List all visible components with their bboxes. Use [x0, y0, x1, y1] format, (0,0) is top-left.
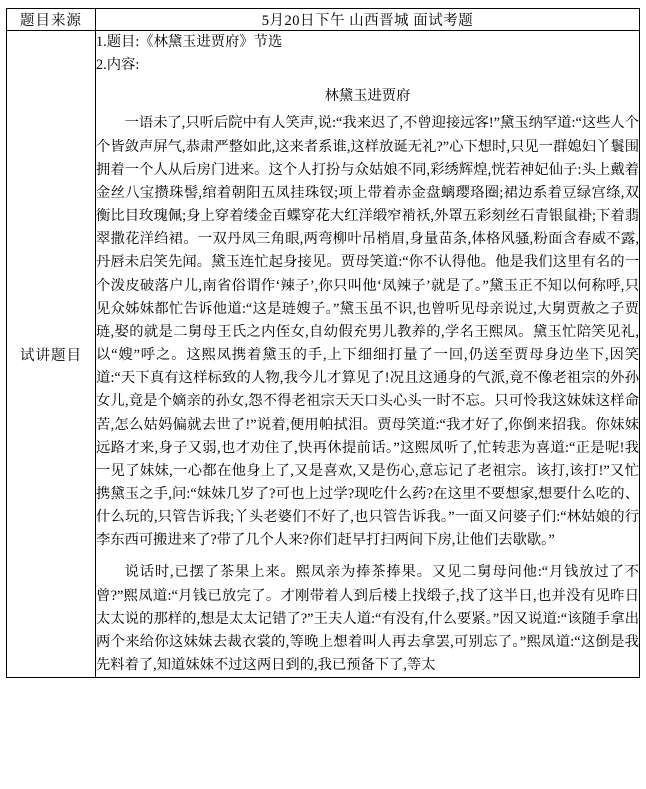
table-row	[7, 9, 640, 31]
lesson-topic-content	[96, 31, 640, 678]
passage-paragraph: 说话时,已摆了茶果上来。熙凤亲为捧茶捧果。又见二舅母问他:“月钱放过了不曾?”熙凤道:“月钱已放完了。才刚带着人到后楼上找缎子,找了这半日,也并没有见昨日太太说的那样的,想是太太记错了?”王夫人道:“有没有,什么要紧。”因又说道:“该随手拿出两个来给你这妹妹去裁衣裳的,等晚上想着叫人再去拿罢,可别忘了。”熙凤道:“这倒是我先料着了,知道妹妹不过这两日到的,我已预备下了,等太	[96, 564, 639, 674]
paragraph-spacer	[96, 552, 639, 561]
table-row	[7, 31, 640, 678]
passage-paragraph: 一语未了,只听后院中有人笑声,说:“我来迟了,不曾迎接远客!”黛玉纳罕道:“这些人个个皆敛声屏气,恭肃严整如此,这来者系谁,这样放诞无礼?”心下想时,只见一群媳妇丫鬟围拥着一个人从后房门进来。这个人打扮与众姑娘不同,彩绣辉煌,恍若神妃仙子:头上戴着金丝八宝攒珠髻,绾着朝阳五凤挂珠钗;项上带着赤金盘螭璎珞圈;裙边系着豆绿宫绦,双衡比目玫瑰佩;身上穿着缕金百蝶穿花大红洋缎窄褃袄,外罩五彩刻丝石青银鼠褂;下着翡翠撒花洋绉裙。一双丹凤三角眼,两弯柳叶吊梢眉,身量苗条,体格风骚,粉面含春威不露,丹唇未启笑先闻。黛玉连忙起身接见。贾母笑道:“你不认得他。他是我们这里有名的一个泼皮破落户儿,南省俗谓作‘辣子’,你只叫他‘凤辣子’就是了。”黛玉正不知以何称呼,只见众姊妹都忙告诉他道:“这是琏嫂子。”黛玉虽不识,也曾听见母亲说过,大舅贾赦之子贾琏,娶的就是二舅母王氏之内侄女,自幼假充男儿教养的,学名王熙凤。黛玉忙陪笑见礼,以“嫂”呼之。这熙凤携着黛玉的手,上下细细打量了一回,仍送至贾母身边坐下,因笑道:“天下真有这样标致的人物,我今儿才算见了!况且这通身的气派,竟不像老祖宗的外孙女儿,竟是个嫡亲的孙女,怨不得老祖宗天天口头心头一时不忘。只可怜我这妹妹这样命苦,怎么姑妈偏就去世了!”说着,便用帕拭泪。贾母笑道:“我才好了,你倒来招我。你妹妹远路才来,身子又弱,也才劝住了,快再休提前话。”这熙凤听了,忙转悲为喜道:“正是呢!我一见了妹妹,一心都在他身上了,又是喜欢,又是伤心,意忘记了老祖宗。该打,该打!”又忙携黛玉之手,问:“妹妹几岁了?可也上过学?现吃什么药?在这里不要想家,想要什么吃的、什么玩的,只管告诉我;丫头老婆们不好了,也只管告诉我。”一面又问婆子们:“林姑娘的行李东西可搬进来了?带了几个人来?你们赶早打扫两间下房,让他们去歇歇。”	[96, 115, 639, 549]
passage-title: 林黛玉进贾府	[324, 88, 411, 105]
item-line: 1.题目:《林黛玉进贾府》节选	[96, 34, 283, 50]
lesson-topic-label: 试讲题目	[7, 31, 96, 678]
item-line: 2.内容:	[96, 57, 140, 74]
source-value: 5月20日下午 山西晋城 面试考题	[96, 9, 640, 31]
exam-question-table	[6, 8, 640, 678]
source-label: 题目来源	[7, 9, 96, 31]
